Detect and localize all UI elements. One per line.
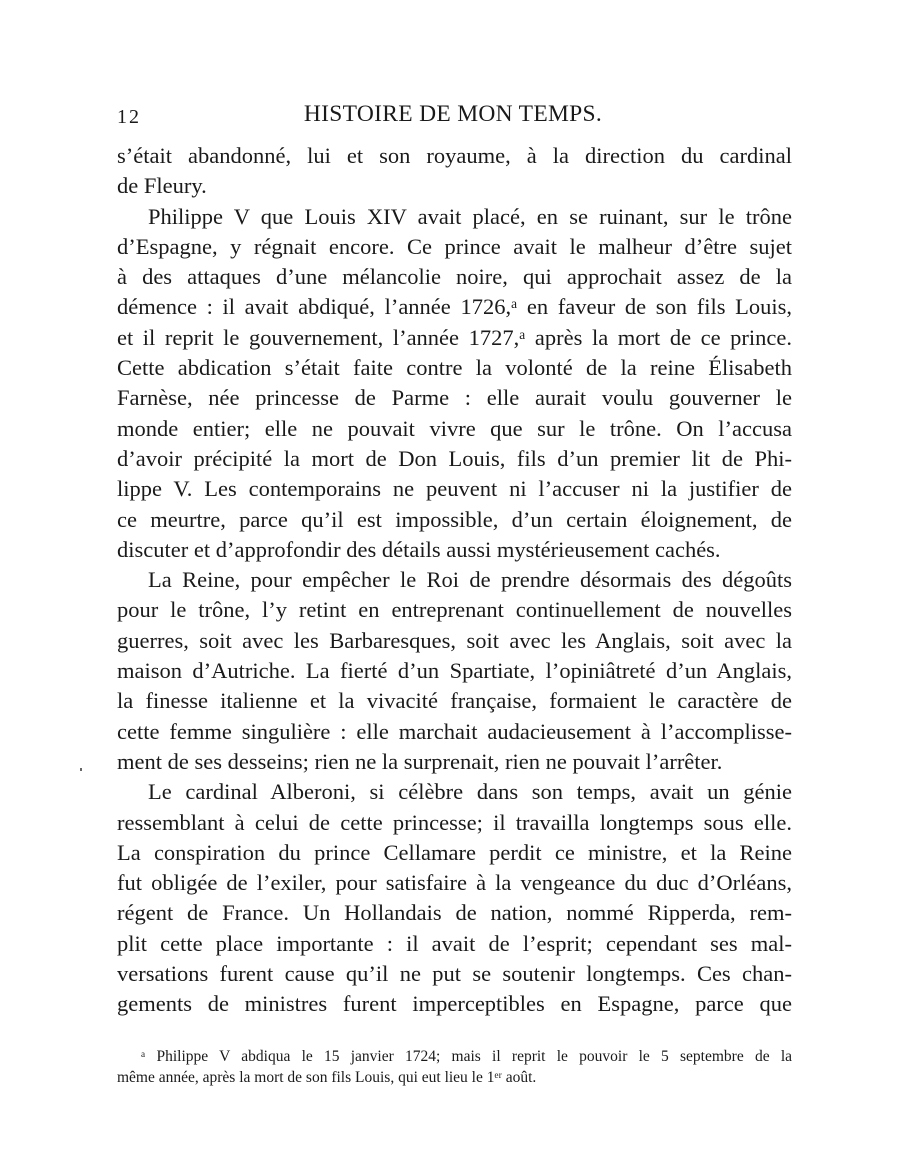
text-line: guerres, soit avec les Barbaresques, soit avec les Anglais, soit avec la: [117, 627, 792, 653]
page-number: 12: [117, 106, 141, 128]
running-head: HISTOIRE DE MON TEMPS.: [303, 101, 603, 127]
text-line: discuter et d’approfondir des détails aussi mystérieusement cachés.: [117, 536, 721, 562]
text-line: régent de France. Un Hollandais de nation, nommé Ripperda, rem-: [117, 900, 792, 926]
text-line: La Reine, pour empêcher le Roi de prendre désormais des dégoûts: [148, 567, 792, 593]
footnote-line: même année, après la mort de son fils Louis, qui eut lieu le 1ᵉʳ août.: [117, 1069, 537, 1086]
text-line: versations furent cause qu’il ne put se soutenir longtemps. Ces chan-: [117, 961, 792, 987]
footnote-line: ᵃ Philippe V abdiqua le 15 janvier 1724; mais il reprit le pouvoir le 5 septembre de la: [141, 1048, 792, 1065]
text-line: Philippe V que Louis XIV avait placé, en se ruinant, sur le trône: [148, 203, 792, 229]
text-line: gements de ministres furent imperceptibles en Espagne, parce que: [117, 991, 792, 1017]
text-line: à des attaques d’une mélancolie noire, qui approchait assez de la: [117, 264, 792, 290]
text-line: ment de ses desseins; rien ne la surprenait, rien ne pouvait l’arrêter.: [117, 748, 723, 774]
text-line: et il reprit le gouvernement, l’année 1727,ᵃ après la mort de ce prince.: [117, 324, 792, 350]
text-line: fut obligée de l’exiler, pour satisfaire à la vengeance du duc d’Orléans,: [117, 870, 792, 896]
text-line: lippe V. Les contemporains ne peuvent ni l’accuser ni la justifier de: [117, 476, 792, 502]
text-line: monde entier; elle ne pouvait vivre que sur le trône. On l’accusa: [117, 415, 792, 441]
text-line: démence : il avait abdiqué, l’année 1726,ᵃ en faveur de son fils Louis,: [117, 294, 792, 320]
text-line: s’était abandonné, lui et son royaume, à la direction du cardinal: [117, 143, 792, 168]
text-line: de Fleury.: [117, 173, 207, 199]
text-line: cette femme singulière : elle marchait audacieusement à l’accomplisse-: [117, 718, 792, 744]
text-line: la finesse italienne et la vivacité française, formaient le caractère de: [117, 688, 792, 714]
text-line: Cette abdication s’était faite contre la volonté de la reine Élisabeth: [117, 355, 792, 381]
ink-speck: [80, 768, 82, 771]
text-line: Le cardinal Alberoni, si célèbre dans son temps, avait un génie: [148, 779, 792, 805]
text-line: d’avoir précipité la mort de Don Louis, fils d’un premier lit de Phi-: [117, 445, 792, 471]
text-line: ressemblant à celui de cette princesse; il travailla longtemps sous elle.: [117, 809, 792, 835]
text-line: Farnèse, née princesse de Parme : elle aurait voulu gouverner le: [117, 385, 792, 411]
text-line: plit cette place importante : il avait de l’esprit; cependant ses mal-: [117, 930, 792, 956]
text-line: La conspiration du prince Cellamare perdit ce ministre, et la Reine: [117, 839, 792, 865]
body-text: [117, 141, 792, 1020]
text-line: pour le trône, l’y retint en entreprenant continuellement de nouvelles: [117, 597, 792, 623]
text-line: ce meurtre, parce qu’il est impossible, d’un certain éloignement, de: [117, 506, 792, 532]
footnote: [117, 1046, 792, 1088]
text-line: d’Espagne, y régnait encore. Ce prince avait le malheur d’être sujet: [117, 233, 792, 259]
text-line: maison d’Autriche. La fierté d’un Spartiate, l’opiniâtreté d’un Anglais,: [117, 658, 792, 684]
